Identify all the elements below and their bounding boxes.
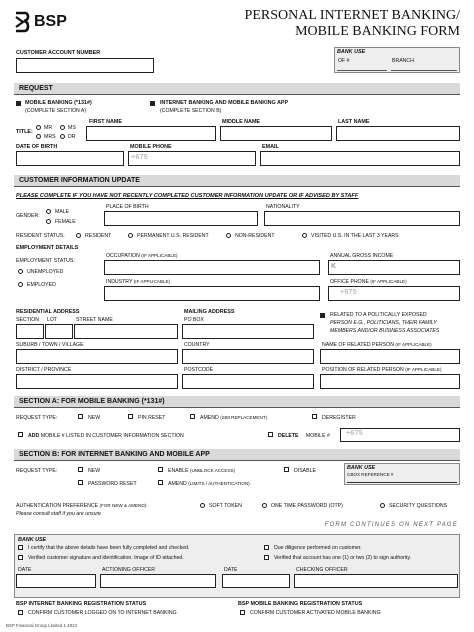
annual-income-label: ANNUAL GROSS INCOME: [330, 253, 394, 259]
female-radio[interactable]: [46, 219, 51, 224]
middle-name-field[interactable]: [220, 126, 332, 141]
certify2-label: Verified customer signature and identification. Image of ID attached.: [28, 555, 184, 561]
auth-pref-note: (FOR NEW & AMEND):: [99, 503, 148, 508]
pin-reset-checkbox[interactable]: [128, 414, 133, 419]
mb-status-label: BSP MOBILE BANKING REGISTRATION STATUS: [238, 601, 363, 607]
pep-line2: PERSON E.G., POLITICIANS, THEIR FAMILY: [330, 320, 437, 326]
last-name-field[interactable]: [336, 126, 460, 141]
section-b-amend-checkbox[interactable]: [158, 480, 163, 485]
ib-confirm-checkbox[interactable]: [18, 610, 23, 615]
section-a-new-label: NEW: [88, 415, 101, 421]
security-questions-label: SECURITY QUESTIONS: [389, 503, 448, 509]
actioning-officer-label: ACTIONING OFFICER: [102, 567, 156, 573]
section-b-amend-label: [168, 481, 250, 487]
mobile-banking-checkbox[interactable]: [16, 101, 21, 106]
auth-pref-label: [16, 503, 147, 509]
section-b-amend-text: AMEND: [168, 481, 187, 487]
checking-officer-field[interactable]: [294, 574, 458, 588]
email-field[interactable]: [260, 151, 460, 166]
add-mobile-label: [28, 433, 184, 439]
verified-accounts-label: Verified that account has one (1) or two (2) to sign authority.: [274, 555, 412, 561]
mb-confirm-checkbox[interactable]: [240, 610, 245, 615]
employment-details-label: EMPLOYMENT DETAILS: [16, 245, 79, 251]
section-a-header: [14, 396, 460, 408]
auth-pref-text: AUTHENTICATION PREFERENCE: [16, 503, 99, 509]
branch-label: BRANCH: [392, 58, 414, 64]
position-related-note: (IF APPLICABLE): [405, 367, 442, 372]
delete-mobile-prefix: +675: [346, 430, 363, 437]
section-b-bank-use-label: BANK USE: [347, 465, 376, 471]
annual-income-field[interactable]: [328, 260, 460, 275]
postcode-label: POSTCODE: [184, 367, 214, 373]
bsp-logo: [14, 10, 74, 34]
enable-text: ENABLE: [168, 468, 189, 474]
soft-token-label: SOFT TOKEN: [209, 503, 242, 509]
street-name-label: STREET NAME: [76, 317, 113, 323]
unemployed-label: UNEMPLOYED: [27, 269, 64, 275]
enable-note: (UNBLOCK ACCESS): [189, 468, 236, 473]
occupation-note: (IF APPLICABLE): [141, 253, 178, 258]
footer-bank-use-label: BANK USE: [18, 537, 47, 543]
delete-bold: DELETE: [278, 433, 299, 439]
gender-label: GENDER:: [16, 213, 40, 219]
nationality-field[interactable]: [264, 211, 460, 226]
actioning-officer-field[interactable]: [100, 574, 216, 588]
internet-banking-label: INTERNET BANKING AND MOBILE BANKING APP: [160, 100, 289, 106]
ib-confirm-label: CONFIRM CUSTOMER LOGGED ON TO INTERNET BANKING: [28, 610, 177, 616]
name-related-text: NAME OF RELATED PERSON: [322, 342, 394, 348]
title-dr-radio[interactable]: [60, 134, 65, 139]
postcode-field[interactable]: [182, 374, 314, 389]
otp-radio[interactable]: [262, 503, 267, 508]
title-mrs-label: MRS: [44, 134, 56, 140]
deregister-checkbox[interactable]: [312, 414, 317, 419]
section-b-new-label: NEW: [88, 468, 101, 474]
of-field[interactable]: [337, 63, 387, 71]
country-label: COUNTRY: [184, 342, 210, 348]
income-prefix: K: [331, 263, 337, 270]
cbox-ref-label: CBOX REFERENCE #: [347, 472, 394, 477]
add-bold: ADD: [28, 433, 40, 439]
title-label: TITLE:: [16, 129, 33, 135]
middle-name-label: MIDDLE NAME: [222, 119, 261, 125]
place-of-birth-label: PLACE OF BIRTH: [106, 204, 149, 210]
soft-token-radio[interactable]: [200, 503, 205, 508]
visited-us-radio[interactable]: [302, 233, 307, 238]
street-name-field[interactable]: [74, 324, 178, 339]
resident-radio[interactable]: [76, 233, 81, 238]
non-resident-radio[interactable]: [226, 233, 231, 238]
ib-status-label: BSP INTERNET BANKING REGISTRATION STATUS: [16, 601, 147, 607]
male-radio[interactable]: [46, 209, 51, 214]
mobile-phone-prefix: +675: [131, 154, 148, 161]
logo-text: BSP: [34, 13, 67, 30]
occupation-field[interactable]: [104, 260, 320, 275]
bank-use-label: BANK USE: [337, 49, 366, 55]
industry-label: [106, 279, 170, 285]
mobile-phone-label: MOBILE PHONE: [130, 144, 172, 150]
office-phone-label-text: OFFICE PHONE: [330, 279, 369, 285]
position-related-text: POSITION OF RELATED PERSON: [322, 367, 404, 373]
section-b-new-checkbox[interactable]: [78, 467, 83, 472]
industry-note: (IF APPLICABLE): [133, 279, 171, 284]
dob-label: DATE OF BIRTH: [16, 144, 58, 150]
form-continues: FORM CONTINUES ON NEXT PAGE: [324, 522, 458, 528]
pep-line3: MEMBERS AND/OR BUSINESS ASSOCIATES: [330, 328, 440, 334]
footer-date-label: DATE: [18, 567, 32, 573]
suburb-label: SUBURB / TOWN / VILLAGE: [16, 342, 84, 348]
section-field[interactable]: [16, 324, 44, 339]
resident-label: RESIDENT: [85, 233, 112, 239]
employed-label: EMPLOYED: [27, 282, 56, 288]
password-reset-checkbox[interactable]: [78, 480, 83, 485]
footer-date-field[interactable]: [16, 574, 96, 588]
customer-account-number-label: CUSTOMER ACCOUNT NUMBER: [16, 50, 101, 56]
cbox-ref-field[interactable]: [347, 482, 457, 483]
security-questions-radio[interactable]: [380, 503, 385, 508]
visited-us-label: VISITED U.S. IN THE LAST 3 YEARS: [311, 233, 399, 239]
employment-status-label: EMPLOYMENT STATUS:: [16, 258, 75, 264]
industry-label-text: INDUSTRY: [106, 279, 133, 285]
district-field[interactable]: [16, 374, 178, 389]
customer-info-heading: CUSTOMER INFORMATION UPDATE: [19, 177, 140, 184]
delete-rest: MOBILE #: [305, 433, 330, 439]
footer-code: BSP Financial Group Limited 1.4813: [6, 623, 77, 628]
delete-mobile-label: [278, 433, 330, 439]
residential-address-label: RESIDENTIAL ADDRESS: [16, 309, 80, 315]
checking-officer-label: CHECKING OFFICER: [296, 567, 348, 573]
last-name-label: LAST NAME: [338, 119, 370, 125]
male-label: MALE: [55, 209, 70, 215]
lot-field[interactable]: [45, 324, 73, 339]
first-name-label: FIRST NAME: [89, 119, 122, 125]
nationality-label: NATIONALITY: [266, 204, 300, 210]
section-a-amend-label: [200, 415, 267, 421]
po-box-field[interactable]: [182, 324, 314, 339]
section-b-heading: SECTION B: FOR INTERNET BANKING AND MOBILE APP: [19, 451, 210, 458]
position-related-field[interactable]: [320, 374, 460, 389]
certify1-checkbox[interactable]: [18, 545, 23, 550]
consult-note: Please consult staff if you are unsure: [16, 511, 102, 517]
section-a-amend-checkbox[interactable]: [190, 414, 195, 419]
employed-radio[interactable]: [18, 282, 23, 287]
branch-field[interactable]: [391, 63, 457, 71]
customer-account-number-field[interactable]: [16, 58, 154, 73]
title-mr-label: MR: [44, 125, 53, 131]
office-phone-note: (IF APPLICABLE): [370, 279, 407, 284]
dob-field[interactable]: [16, 151, 124, 166]
otp-label: ONE TIME PASSWORD (OTP): [271, 503, 343, 509]
enable-checkbox[interactable]: [158, 467, 163, 472]
permanent-us-label: PERMANENT U.S. RESIDENT: [137, 233, 209, 239]
mobile-banking-label: MOBILE BANKING (*131#): [25, 100, 92, 106]
po-box-label: PO BOX: [184, 317, 204, 323]
section-a-new-checkbox[interactable]: [78, 414, 83, 419]
disable-checkbox[interactable]: [284, 467, 289, 472]
footer-date2-field[interactable]: [222, 574, 290, 588]
section-b-amend-note: (LIMITS / AUTHENTICATION): [188, 481, 250, 486]
unemployed-radio[interactable]: [18, 269, 23, 274]
footer-date2-label: DATE: [224, 567, 238, 573]
lot-label: LOT: [47, 317, 58, 323]
bsp-logo-icon: [14, 11, 30, 33]
certify2-checkbox[interactable]: [18, 555, 23, 560]
place-of-birth-field[interactable]: [104, 211, 258, 226]
pep-line1: RELATED TO A POLITICALLY EXPOSED: [330, 312, 427, 318]
permanent-us-radio[interactable]: [128, 233, 133, 238]
add-mobile-checkbox[interactable]: [18, 432, 23, 437]
bank-use-footer: [14, 534, 460, 598]
section-a-heading: SECTION A: FOR MOBILE BANKING (*131#): [19, 398, 165, 405]
form-title: [245, 8, 460, 40]
suburb-field[interactable]: [16, 349, 178, 364]
add-rest: MOBILE # LISTED IN CUSTOMER INFORMATION SECTION: [40, 433, 184, 439]
occupation-label-text: OCCUPATION: [106, 253, 140, 259]
deregister-label: DEREGISTER: [322, 415, 356, 421]
customer-info-section-header: [14, 175, 460, 187]
office-phone-label: [330, 279, 407, 285]
title-dr-label: DR: [68, 134, 76, 140]
section-b-request-type-label: REQUEST TYPE:: [16, 468, 58, 474]
request-section-header: [14, 83, 460, 95]
name-related-label: [322, 342, 432, 348]
due-diligence-label: Due diligence performed on customer.: [274, 545, 362, 551]
first-name-field[interactable]: [86, 126, 216, 141]
request-heading: REQUEST: [19, 85, 53, 92]
internet-banking-checkbox[interactable]: [150, 101, 155, 106]
section-b-header: [14, 449, 460, 461]
occupation-label: [106, 253, 178, 259]
of-label: OF #: [338, 58, 350, 64]
section-a-amend-note: (SIM REPLACEMENT): [220, 415, 268, 420]
form-title-line2: MOBILE BANKING FORM: [295, 24, 460, 39]
due-diligence-checkbox[interactable]: [264, 545, 269, 550]
section-label: SECTION: [16, 317, 40, 323]
email-label: EMAIL: [262, 144, 279, 150]
certify1-label: I certify that the above details have been fully completed and checked.: [28, 545, 190, 551]
name-related-field[interactable]: [320, 349, 460, 364]
mobile-banking-sub: (COMPLETE SECTION A): [25, 108, 87, 114]
customer-info-instruction: PLEASE COMPLETE IF YOU HAVE NOT RECENTLY COMPLETED CUSTOMER INFORMATION UPDATE OR IF ADVISED BY STAFF: [16, 193, 359, 199]
office-phone-prefix: +675: [340, 289, 357, 296]
name-related-note: (IF APPLICABLE): [395, 342, 432, 347]
female-label: FEMALE: [55, 219, 76, 225]
position-related-label: [322, 367, 441, 373]
non-resident-label: NON-RESIDENT: [235, 233, 275, 239]
section-a-amend-text: AMEND: [200, 415, 219, 421]
mailing-address-label: MAILING ADDRESS: [184, 309, 235, 315]
pin-reset-label: PIN RESET: [138, 415, 166, 421]
title-ms-radio[interactable]: [60, 125, 65, 130]
title-mrs-radio[interactable]: [36, 134, 41, 139]
country-field[interactable]: [182, 349, 314, 364]
password-reset-label: PASSWORD RESET: [88, 481, 137, 487]
mb-confirm-label: CONFIRM CUSTOMER ACTIVATED MOBILE BANKING: [250, 610, 381, 616]
district-label: DISTRICT / PROVINCE: [16, 367, 72, 373]
industry-field[interactable]: [104, 286, 320, 301]
pep-checkbox[interactable]: [320, 313, 325, 318]
delete-mobile-checkbox[interactable]: [268, 432, 273, 437]
title-ms-label: MS: [68, 125, 76, 131]
resident-status-label: RESIDENT STATUS:: [16, 233, 65, 239]
section-a-request-type-label: REQUEST TYPE:: [16, 415, 58, 421]
verified-accounts-checkbox[interactable]: [264, 555, 269, 560]
disable-label: DISABLE: [294, 468, 316, 474]
enable-label: [168, 468, 235, 474]
title-mr-radio[interactable]: [36, 125, 41, 130]
internet-banking-sub: (COMPLETE SECTION B): [160, 108, 222, 114]
form-title-line1: PERSONAL INTERNET BANKING/: [244, 8, 460, 23]
